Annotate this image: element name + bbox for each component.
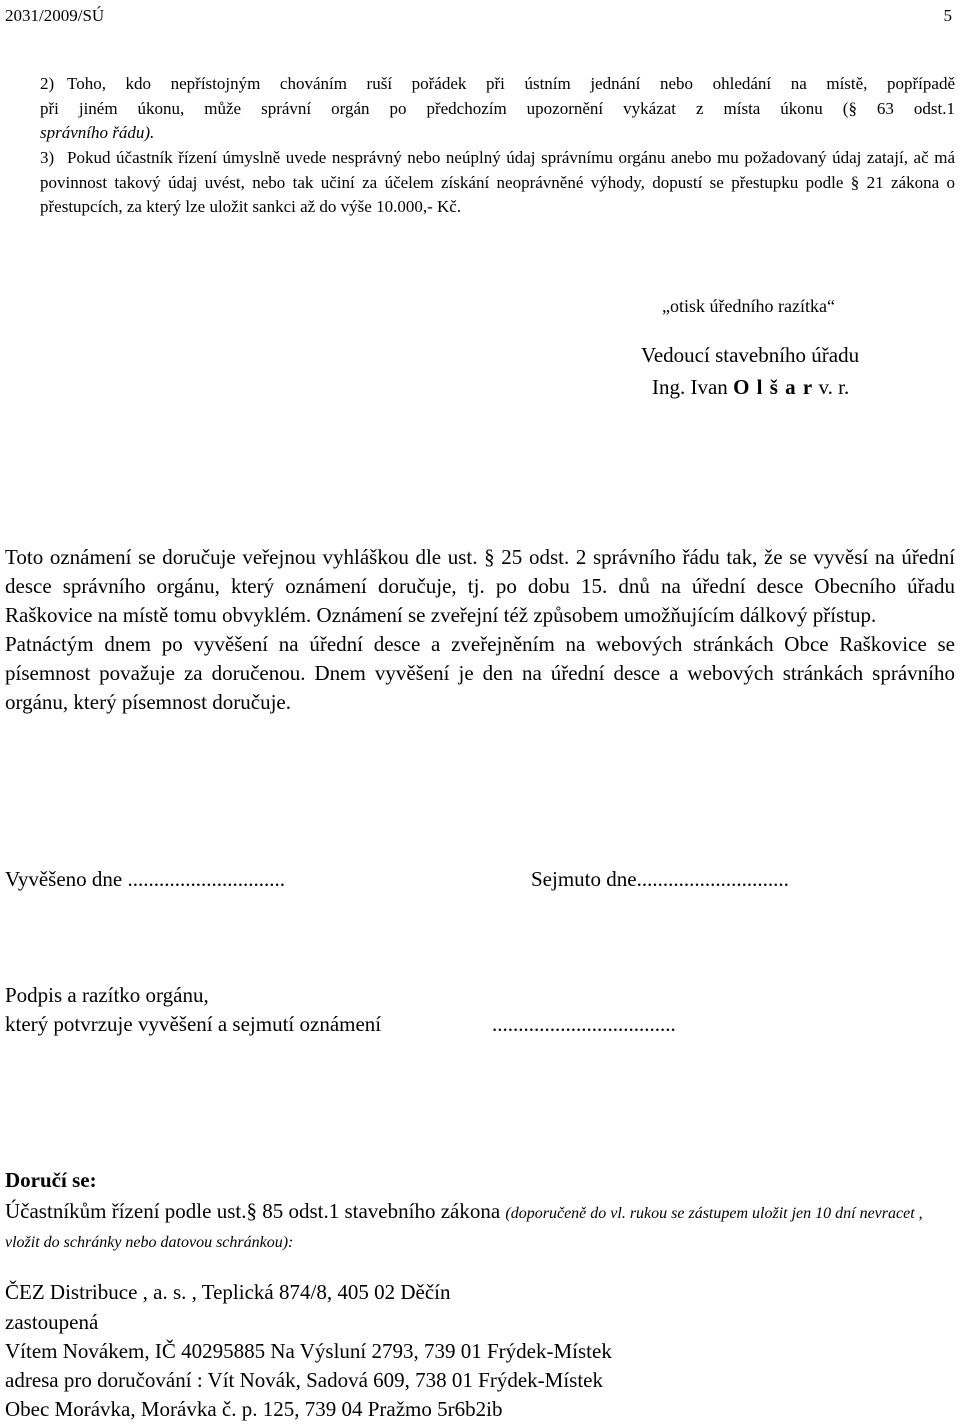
signatory-suffix: v. r. (818, 375, 850, 399)
recipient-line: adresa pro doručování : Vít Novák, Sadová 609, 738 01 Frýdek-Místek (5, 1368, 604, 1392)
paragraph-3 (40, 146, 955, 220)
signature-field: ................................... (492, 1012, 676, 1036)
signatory-name (652, 375, 849, 400)
public-notice (5, 543, 955, 717)
recipient-line: ČEZ Distribuce , a. s. , Teplická 874/8, 405 02 Děčín (5, 1280, 451, 1304)
recipient-line: Obec Morávka, Morávka č. p. 125, 739 04 Pražmo 5r6b2ib (5, 1397, 503, 1421)
paragraph-2 (40, 72, 955, 146)
signature-label-line-2: který potvrzuje vyvěšení a sejmutí oznámení (5, 1012, 382, 1036)
paragraph-2-number: 2) (40, 74, 55, 93)
paragraph-2-line-1: Toho, kdo nepřístojným chováním ruší pořádek při ústním jednání nebo ohledání na místě, popřípadě (67, 74, 955, 93)
paragraph-2-line-2: při jiném úkonu, může správní orgán po předchozím upozornění vykázat z místa úkonu (§ 63 odst.1 (40, 98, 955, 118)
delivery-instructions (5, 1198, 955, 1256)
delivery-heading: Doručí se: (5, 1168, 97, 1192)
paragraph-3-text: Pokud účastník řízení úmyslně uvede nesprávný nebo neúplný údaj správnímu orgánu anebo mu požadovaný údaj zatají, ač má povinnost takový údaj uvést, nebo tak učiní za účelem získání neoprávněné výhody, dopustí se přestupku podle § 21 zákona o přestupcích, za který lze uložit sankci až do výše 10.000,- Kč. (40, 148, 955, 216)
delivery-intro: Účastníkům řízení podle ust.§ 85 odst.1 stavebního zákona (5, 1199, 501, 1223)
signatory-surname: O l š a r (733, 375, 814, 399)
paragraph-3-number: 3) (40, 148, 55, 167)
document-reference: 2031/2009/SÚ (5, 6, 105, 25)
delivery-note: (doporučeně do vl. rukou se zástupem uložit jen 10 dní nevracet , vložit do schránky nebo datovou schránkou): (5, 1205, 923, 1251)
notice-paragraph-1: Toto oznámení se doručuje veřejnou vyhláškou dle ust. § 25 odst. 2 správního řádu tak, že se vyvěsí na úřední desce správního orgánu, který oznámení doručuje, tj. po dobu 15. dnů na úřední desce Obecního úřadu Raškovice na místě tomu obvyklém. Oznámení se zveřejní též způsobem umožňujícím dálkový přístup. (5, 545, 955, 627)
posted-date-field: Vyvěšeno dne .............................. (5, 867, 285, 891)
signature-label-line-1: Podpis a razítko orgánu, (5, 983, 209, 1007)
signatory-prefix: Ing. Ivan (652, 375, 728, 399)
official-stamp-placeholder: „otisk úředního razítka“ (662, 296, 835, 316)
recipient-line: Vítem Novákem, IČ 40295885 Na Výsluní 2793, 739 01 Frýdek-Místek (5, 1339, 612, 1363)
page-number: 5 (943, 6, 952, 25)
paragraph-2-line-3: správního řádu). (40, 123, 155, 142)
removed-date-field: Sejmuto dne............................. (531, 867, 789, 891)
notice-paragraph-2: Patnáctým dnem po vyvěšení na úřední desce a zveřejněním na webových stránkách Obce Raškovice se písemnost považuje za doručenou. Dnem vyvěšení je den na úřední desce a webových stránkách správního orgánu, který písemnost doručuje. (5, 632, 955, 714)
recipient-line: zastoupená (5, 1310, 99, 1334)
signatory-role: Vedoucí stavebního úřadu (641, 343, 860, 367)
